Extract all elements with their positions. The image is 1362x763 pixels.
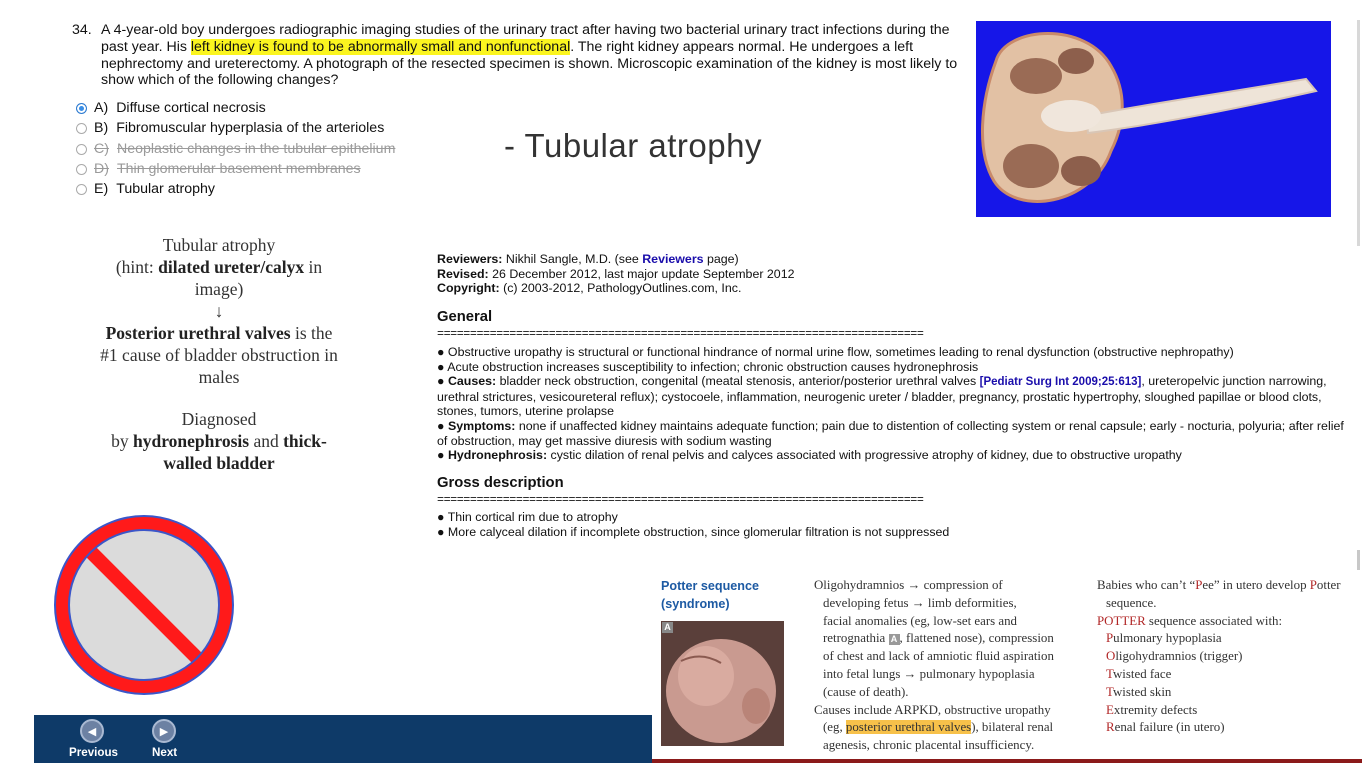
specimen-photo	[976, 21, 1331, 217]
radio-icon[interactable]	[76, 123, 87, 134]
general-heading: General	[437, 309, 493, 325]
prohibited-icon	[54, 515, 234, 695]
radio-icon[interactable]	[76, 184, 87, 195]
previous-button[interactable]: Previous	[69, 746, 118, 759]
highlighted-phrase: posterior urethral valves	[845, 720, 972, 735]
answer-option-d[interactable]: D) Thin glomerular basement membranes	[76, 161, 361, 177]
figure-ref-a: A	[889, 634, 900, 645]
list-item: Twisted face	[1106, 666, 1172, 681]
newborn-face-image	[661, 621, 784, 746]
radio-selected-icon[interactable]	[76, 103, 87, 114]
answer-option-a[interactable]: A) Diffuse cortical necrosis	[76, 100, 266, 116]
next-arrow-icon[interactable]: ▶	[152, 719, 176, 743]
potter-description: Oligohydramnios → compression of developing fetus → limb deformities, facial anomalies (eg, low-set ears and retrognathia A , flattened nose), compression of chest and lack of amniotic fluid aspiration into fetal lungs → pulmonary hypoplasia (cause of death). Causes include ARPKD, obstructive uropathy (eg, posterior urethral valves), bilateral renal agenesis, chronic placental insufficiency.	[814, 578, 1054, 753]
list-item: Renal failure (in utero)	[1106, 720, 1225, 735]
next-button[interactable]: Next	[152, 746, 178, 759]
explanation-notes: Tubular atrophy (hint: dilated ureter/calyx in image) ↓ Posterior urethral valves is the #1 cause of bladder obstruction in males Diagnosed by hydronephrosis and thick-walled bladder	[100, 235, 338, 473]
radio-icon[interactable]	[76, 144, 87, 155]
question-number: 34.	[72, 22, 92, 38]
image-label-a: A	[662, 622, 673, 633]
question-highlight: left kidney is found to be abnormally small and nonfunctional	[190, 38, 571, 55]
list-item: Oligohydramnios (trigger)	[1106, 649, 1243, 664]
scrollbar[interactable]	[1357, 20, 1360, 246]
scrollbar-thumb[interactable]	[1357, 550, 1360, 570]
answer-option-c[interactable]: C) Neoplastic changes in the tubular epithelium	[76, 141, 395, 157]
answer-option-e[interactable]: E) Tubular atrophy	[76, 181, 215, 197]
source-meta: Reviewers: Nikhil Sangle, M.D. (see Reviewers page) Revised: 26 December 2012, last major update September 2012 Copyright: (c) 2003-2012, PathologyOutlines.com, Inc.	[437, 252, 795, 296]
answer-option-b[interactable]: B) Fibromuscular hyperplasia of the arterioles	[76, 120, 384, 136]
list-item: Extremity defects	[1106, 702, 1198, 717]
potter-mnemonic: Babies who can’t “Pee” in utero develop Potter sequence. POTTER sequence associated with: Pulmonary hypoplasia Oligohydramnios (trigger) Twisted face Twisted skin Extremity defects Renal failure (in utero)	[1097, 577, 1362, 737]
navigation-bar	[34, 715, 652, 763]
newborn-photo	[661, 621, 784, 746]
citation-link[interactable]: [Pediatr Surg Int 2009;25:613]	[979, 376, 1142, 389]
reviewers-link[interactable]: Reviewers	[642, 252, 704, 266]
gross-heading: Gross description	[437, 475, 564, 491]
general-list: ● Obstructive uropathy is structural or functional hindrance of normal urine flow, sometimes leading to renal dysfunction (obstructive nephropathy) ● Acute obstruction increases susceptibility to infection; chronic obstruction causes hydronephrosis ● Causes: bladder neck obstruction, congenital (meatal stenosis, anterior/posterior urethral valves [Pediatr Surg Int 2009;25:613], ureteropelvic junction narrowing, urethral strictures, vesicoureteral reflux); cystocoele, inflammation, neurogenic ureter / bladder, pregnancy, prostatic hypertrophy, sloughed papillae or blood clots, stones, tumors, uterine prolapse ● Symptoms: none if unaffected kidney maintains adequate function; pain due to distention of collecting system or renal capsule; early - nocturia, polyuria; after relief of obstruction, may get massive diuresis with sodium wasting ● Hydronephrosis: cystic dilation of renal pelvis and calyces associated with progressive atrophy of kidney, due to obstructive uropathy	[437, 345, 1344, 463]
kidney-specimen-image	[976, 21, 1331, 217]
radio-icon[interactable]	[76, 164, 87, 175]
list-item: Pulmonary hypoplasia	[1106, 631, 1222, 646]
question-stem: A 4-year-old boy undergoes radiographic imaging studies of the urinary tract after having two bacterial urinary tract infections during the past year. His left kidney is found to be abnormally small and nonfunctional. The right kidney appears normal. He undergoes a left nephrectomy and ureterectomy. A photograph of the resected specimen is shown. Microscopic examination of the kidney is most likely to show which of the following changes?	[101, 22, 958, 89]
divider: ==========================================================================	[437, 327, 924, 341]
potter-title: Potter sequence (syndrome)	[661, 579, 759, 611]
bottom-border	[652, 759, 1362, 763]
gross-list: ● Thin cortical rim due to atrophy ● More calyceal dilation if incomplete obstruction, since glomerular filtration is not suppressed	[437, 510, 950, 539]
answer-overlay-text: - Tubular atrophy	[504, 127, 762, 164]
divider: ==========================================================================	[437, 493, 924, 507]
previous-arrow-icon[interactable]: ◀	[80, 719, 104, 743]
list-item: Twisted skin	[1106, 684, 1172, 699]
